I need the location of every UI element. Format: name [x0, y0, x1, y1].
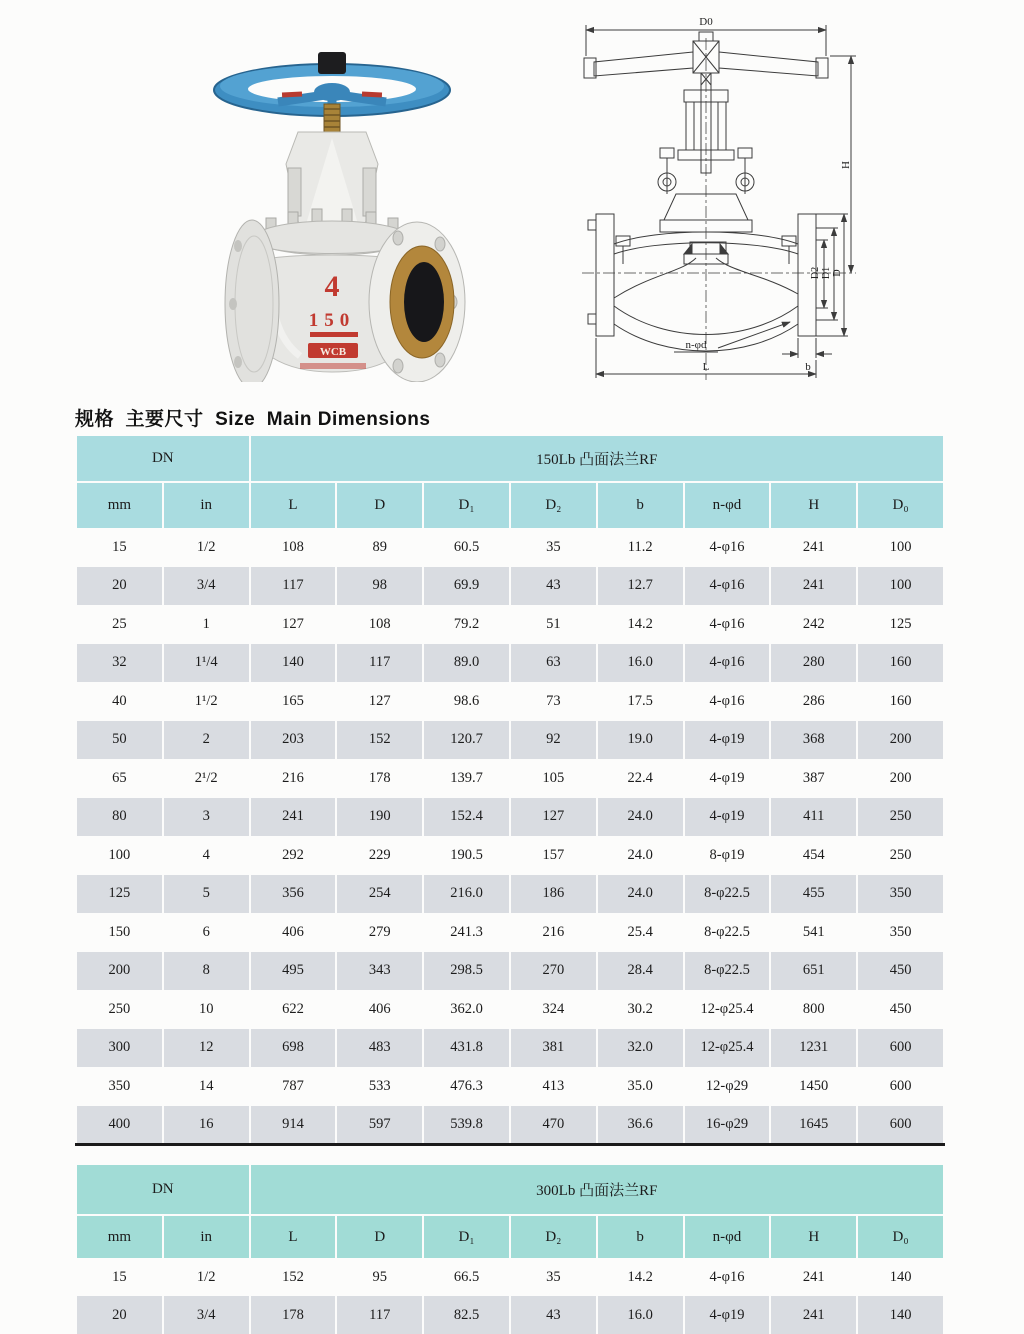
table-cell: 216	[510, 913, 597, 952]
table-cell: 3/4	[163, 567, 250, 606]
table-cell: 483	[336, 1029, 423, 1068]
table-cell: 914	[250, 1106, 337, 1145]
table-cell: 787	[250, 1067, 337, 1106]
table-cell: 35	[510, 528, 597, 567]
table-cell: 65	[76, 759, 163, 798]
table-cell: 413	[510, 1067, 597, 1106]
table-cell: 98	[336, 567, 423, 606]
table-row	[76, 759, 944, 798]
table-cell: 165	[250, 682, 337, 721]
table-row	[76, 798, 944, 837]
handwheel-marking	[282, 91, 302, 97]
table-cell: 1¹/4	[163, 644, 250, 683]
drawing-body	[588, 214, 816, 351]
valve-photo-svg	[182, 12, 482, 382]
table-cell: 242	[770, 605, 857, 644]
table-row	[76, 567, 944, 606]
table-cell: 22.4	[597, 759, 684, 798]
table-cell: 40	[76, 682, 163, 721]
table-row	[76, 1258, 944, 1296]
table-cell: 8-φ19	[684, 836, 771, 875]
table-cell: 4-φ19	[684, 721, 771, 760]
table-cell: 4	[163, 836, 250, 875]
table-cell: 1231	[770, 1029, 857, 1068]
table-cell: 250	[857, 798, 944, 837]
valve-stem	[324, 104, 340, 136]
table-cell: 1	[163, 605, 250, 644]
table-cell: 254	[336, 875, 423, 914]
dim-label-l: L	[702, 361, 710, 373]
table-row	[76, 913, 944, 952]
table-cell: 1450	[770, 1067, 857, 1106]
table-cell: 36.6	[597, 1106, 684, 1145]
table-cell: 100	[857, 567, 944, 606]
table-cell: 66.5	[423, 1258, 510, 1296]
flange-bore	[404, 262, 444, 342]
table-cell: 15	[76, 1258, 163, 1296]
table-cell: 105	[510, 759, 597, 798]
dimensions-table-150lb	[75, 436, 945, 1146]
table-row	[76, 644, 944, 683]
marking-material: WCB	[319, 346, 347, 358]
table-row	[76, 990, 944, 1029]
table-cell: 381	[510, 1029, 597, 1068]
table-cell: 12-φ25.4	[684, 1029, 771, 1068]
valve-photo	[182, 12, 482, 382]
table-cell: 125	[76, 875, 163, 914]
table-row	[76, 528, 944, 567]
table-cell: 6	[163, 913, 250, 952]
table-title-row	[76, 436, 944, 482]
table-cell: 79.2	[423, 605, 510, 644]
table-cell: 25	[76, 605, 163, 644]
column-header-row	[76, 1215, 944, 1258]
table-cell: 406	[336, 990, 423, 1029]
table-cell: 4-φ19	[684, 1296, 771, 1334]
table-cell: 73	[510, 682, 597, 721]
table-cell: 8-φ22.5	[684, 952, 771, 991]
table-cell: 125	[857, 605, 944, 644]
table-cell: 298.5	[423, 952, 510, 991]
table-cell: 140	[250, 644, 337, 683]
table-cell: 241	[250, 798, 337, 837]
table-cell: 200	[857, 759, 944, 798]
dim-n-phi-d	[674, 322, 790, 352]
table-row	[76, 1067, 944, 1106]
left-flange	[225, 220, 279, 382]
table-cell: 600	[857, 1067, 944, 1106]
table-cell: 200	[857, 721, 944, 760]
centerlines	[582, 38, 856, 380]
dim-label-h: H	[840, 161, 852, 169]
table-cell: 431.8	[423, 1029, 510, 1068]
table-cell: 4-φ19	[684, 759, 771, 798]
table-cell: 286	[770, 682, 857, 721]
table-title-300lb: 300Lb 凸面法兰RF	[250, 1165, 944, 1215]
table-cell: 2	[163, 721, 250, 760]
table-cell: 11.2	[597, 528, 684, 567]
table-cell: 89.0	[423, 644, 510, 683]
table-cell: 470	[510, 1106, 597, 1145]
table-cell: 69.9	[423, 567, 510, 606]
table-cell: 1¹/2	[163, 682, 250, 721]
table-cell: 387	[770, 759, 857, 798]
table-cell: 30.2	[597, 990, 684, 1029]
dn-header: DN	[76, 436, 250, 482]
table-cell: 51	[510, 605, 597, 644]
valve-drawing	[556, 8, 858, 386]
table-cell: 108	[250, 528, 337, 567]
column-header: H	[770, 482, 857, 528]
table-cell: 16.0	[597, 1296, 684, 1334]
table-cell: 152.4	[423, 798, 510, 837]
table-cell: 108	[336, 605, 423, 644]
table-cell: 100	[857, 528, 944, 567]
table-cell: 406	[250, 913, 337, 952]
table-cell: 229	[336, 836, 423, 875]
table-cell: 350	[857, 913, 944, 952]
table-cell: 8-φ22.5	[684, 875, 771, 914]
table-cell: 35	[510, 1258, 597, 1296]
column-header: D₂	[510, 482, 597, 528]
table-row	[76, 1029, 944, 1068]
table-cell: 186	[510, 875, 597, 914]
valve-drawing-svg	[556, 8, 858, 386]
table-cell: 362.0	[423, 990, 510, 1029]
table-cell: 533	[336, 1067, 423, 1106]
table-cell: 3	[163, 798, 250, 837]
table-cell: 50	[76, 721, 163, 760]
table-cell: 157	[510, 836, 597, 875]
table-cell: 139.7	[423, 759, 510, 798]
column-header: H	[770, 1215, 857, 1258]
right-flange	[369, 222, 465, 382]
table-row	[76, 682, 944, 721]
table-cell: 8-φ22.5	[684, 913, 771, 952]
table-cell: 14.2	[597, 1258, 684, 1296]
column-header: b	[597, 482, 684, 528]
table-cell: 292	[250, 836, 337, 875]
table-cell: 495	[250, 952, 337, 991]
table-cell: 20	[76, 1296, 163, 1334]
table-cell: 12	[163, 1029, 250, 1068]
table-cell: 279	[336, 913, 423, 952]
table-row	[76, 952, 944, 991]
table-cell: 8	[163, 952, 250, 991]
table-cell: 60.5	[423, 528, 510, 567]
stem-nut	[318, 52, 346, 74]
table-cell: 117	[336, 1296, 423, 1334]
table-cell: 92	[510, 721, 597, 760]
dim-b	[782, 338, 832, 373]
marking-class: 150	[308, 310, 356, 331]
table-cell: 4-φ16	[684, 682, 771, 721]
column-header: b	[597, 1215, 684, 1258]
table-cell: 82.5	[423, 1296, 510, 1334]
table-row	[76, 605, 944, 644]
table-cell: 117	[336, 644, 423, 683]
table-cell: 600	[857, 1029, 944, 1068]
table-cell: 178	[250, 1296, 337, 1334]
table-cell: 20	[76, 567, 163, 606]
dimensions-table-300lb	[75, 1165, 945, 1334]
table-cell: 368	[770, 721, 857, 760]
column-header: D₀	[857, 1215, 944, 1258]
table-cell: 4-φ19	[684, 798, 771, 837]
table-cell: 89	[336, 528, 423, 567]
table-cell: 5	[163, 875, 250, 914]
table-row	[76, 721, 944, 760]
table-cell: 450	[857, 990, 944, 1029]
table-cell: 16-φ29	[684, 1106, 771, 1145]
table-cell: 190	[336, 798, 423, 837]
dim-label-d2: D2	[810, 266, 821, 280]
table-cell: 455	[770, 875, 857, 914]
table-cell: 178	[336, 759, 423, 798]
table-cell: 698	[250, 1029, 337, 1068]
table-cell: 4-φ16	[684, 1258, 771, 1296]
table-cell: 250	[76, 990, 163, 1029]
table-cell: 127	[510, 798, 597, 837]
table-cell: 152	[336, 721, 423, 760]
table-cell: 160	[857, 644, 944, 683]
table-title-150lb: 150Lb 凸面法兰RF	[250, 436, 944, 482]
table-cell: 241.3	[423, 913, 510, 952]
column-header-row	[76, 482, 944, 528]
column-header: L	[250, 1215, 337, 1258]
table-cell: 300	[76, 1029, 163, 1068]
table-cell: 4-φ16	[684, 605, 771, 644]
handwheel-marking	[362, 91, 382, 97]
column-header: D	[336, 482, 423, 528]
table-cell: 12-φ29	[684, 1067, 771, 1106]
table-row	[76, 1106, 944, 1145]
table-cell: 350	[76, 1067, 163, 1106]
table-cell: 190.5	[423, 836, 510, 875]
marking-size: 4	[324, 270, 340, 303]
column-header: in	[163, 482, 250, 528]
table-cell: 24.0	[597, 875, 684, 914]
table-cell: 12.7	[597, 567, 684, 606]
dim-label-n-phi-d: n-φd	[685, 339, 707, 351]
table-cell: 400	[76, 1106, 163, 1145]
table-cell: 241	[770, 1258, 857, 1296]
table-cell: 1/2	[163, 528, 250, 567]
table-cell: 127	[250, 605, 337, 644]
table-cell: 1/2	[163, 1258, 250, 1296]
table-cell: 43	[510, 567, 597, 606]
gland-bolt	[363, 168, 376, 216]
table-cell: 539.8	[423, 1106, 510, 1145]
table-cell: 270	[510, 952, 597, 991]
table-cell: 356	[250, 875, 337, 914]
table-cell: 98.6	[423, 682, 510, 721]
table-cell: 203	[250, 721, 337, 760]
column-header: mm	[76, 482, 163, 528]
table-cell: 241	[770, 528, 857, 567]
table-cell: 28.4	[597, 952, 684, 991]
table-cell: 25.4	[597, 913, 684, 952]
column-header: n-φd	[684, 1215, 771, 1258]
column-header: n-φd	[684, 482, 771, 528]
column-header: D₀	[857, 482, 944, 528]
table-cell: 16.0	[597, 644, 684, 683]
table-cell: 241	[770, 1296, 857, 1334]
table-cell: 35.0	[597, 1067, 684, 1106]
table-cell: 216.0	[423, 875, 510, 914]
table-cell: 597	[336, 1106, 423, 1145]
table-title-row	[76, 1165, 944, 1215]
gland-bolt	[288, 168, 301, 216]
column-header: D₁	[423, 482, 510, 528]
table-row	[76, 1296, 944, 1334]
table-cell: 14.2	[597, 605, 684, 644]
table-cell: 454	[770, 836, 857, 875]
marking-smudge	[300, 363, 366, 369]
column-header: D₁	[423, 1215, 510, 1258]
table-cell: 2¹/2	[163, 759, 250, 798]
table-cell: 80	[76, 798, 163, 837]
page-title: 规格 主要尺寸 Size Main Dimensions	[75, 409, 431, 430]
table-cell: 4-φ16	[684, 528, 771, 567]
dim-label-d1: D1	[821, 266, 832, 280]
table-cell: 800	[770, 990, 857, 1029]
table-cell: 127	[336, 682, 423, 721]
table-cell: 324	[510, 990, 597, 1029]
table-cell: 250	[857, 836, 944, 875]
table-cell: 32	[76, 644, 163, 683]
table-cell: 17.5	[597, 682, 684, 721]
table-cell: 95	[336, 1258, 423, 1296]
table-cell: 3/4	[163, 1296, 250, 1334]
column-header: L	[250, 482, 337, 528]
table-cell: 4-φ16	[684, 644, 771, 683]
table-cell: 19.0	[597, 721, 684, 760]
table-cell: 24.0	[597, 798, 684, 837]
marking-underline	[310, 332, 358, 337]
dim-label-b: b	[805, 361, 811, 373]
table-cell: 160	[857, 682, 944, 721]
table-cell: 450	[857, 952, 944, 991]
table-cell: 280	[770, 644, 857, 683]
dn-header: DN	[76, 1165, 250, 1215]
table-cell: 411	[770, 798, 857, 837]
table-cell: 100	[76, 836, 163, 875]
table-cell: 541	[770, 913, 857, 952]
table-cell: 120.7	[423, 721, 510, 760]
table-cell: 350	[857, 875, 944, 914]
table-cell: 1645	[770, 1106, 857, 1145]
table-cell: 32.0	[597, 1029, 684, 1068]
column-header: D₂	[510, 1215, 597, 1258]
table-cell: 117	[250, 567, 337, 606]
dim-label-d: D	[832, 269, 843, 277]
table-cell: 600	[857, 1106, 944, 1145]
table-cell: 200	[76, 952, 163, 991]
column-header: D	[336, 1215, 423, 1258]
table-cell: 10	[163, 990, 250, 1029]
table-cell: 343	[336, 952, 423, 991]
table-cell: 14	[163, 1067, 250, 1106]
dim-label-d0: D0	[699, 16, 713, 28]
table-cell: 476.3	[423, 1067, 510, 1106]
table-cell: 12-φ25.4	[684, 990, 771, 1029]
table-cell: 622	[250, 990, 337, 1029]
table-cell: 43	[510, 1296, 597, 1334]
table-cell: 15	[76, 528, 163, 567]
column-header: mm	[76, 1215, 163, 1258]
table-cell: 150	[76, 913, 163, 952]
table-cell: 241	[770, 567, 857, 606]
table-row	[76, 875, 944, 914]
table-cell: 140	[857, 1258, 944, 1296]
table-cell: 63	[510, 644, 597, 683]
table-cell: 140	[857, 1296, 944, 1334]
table-row	[76, 836, 944, 875]
table-cell: 651	[770, 952, 857, 991]
table-cell: 16	[163, 1106, 250, 1145]
table-cell: 216	[250, 759, 337, 798]
table-cell: 24.0	[597, 836, 684, 875]
table-cell: 152	[250, 1258, 337, 1296]
column-header: in	[163, 1215, 250, 1258]
table-cell: 4-φ16	[684, 567, 771, 606]
